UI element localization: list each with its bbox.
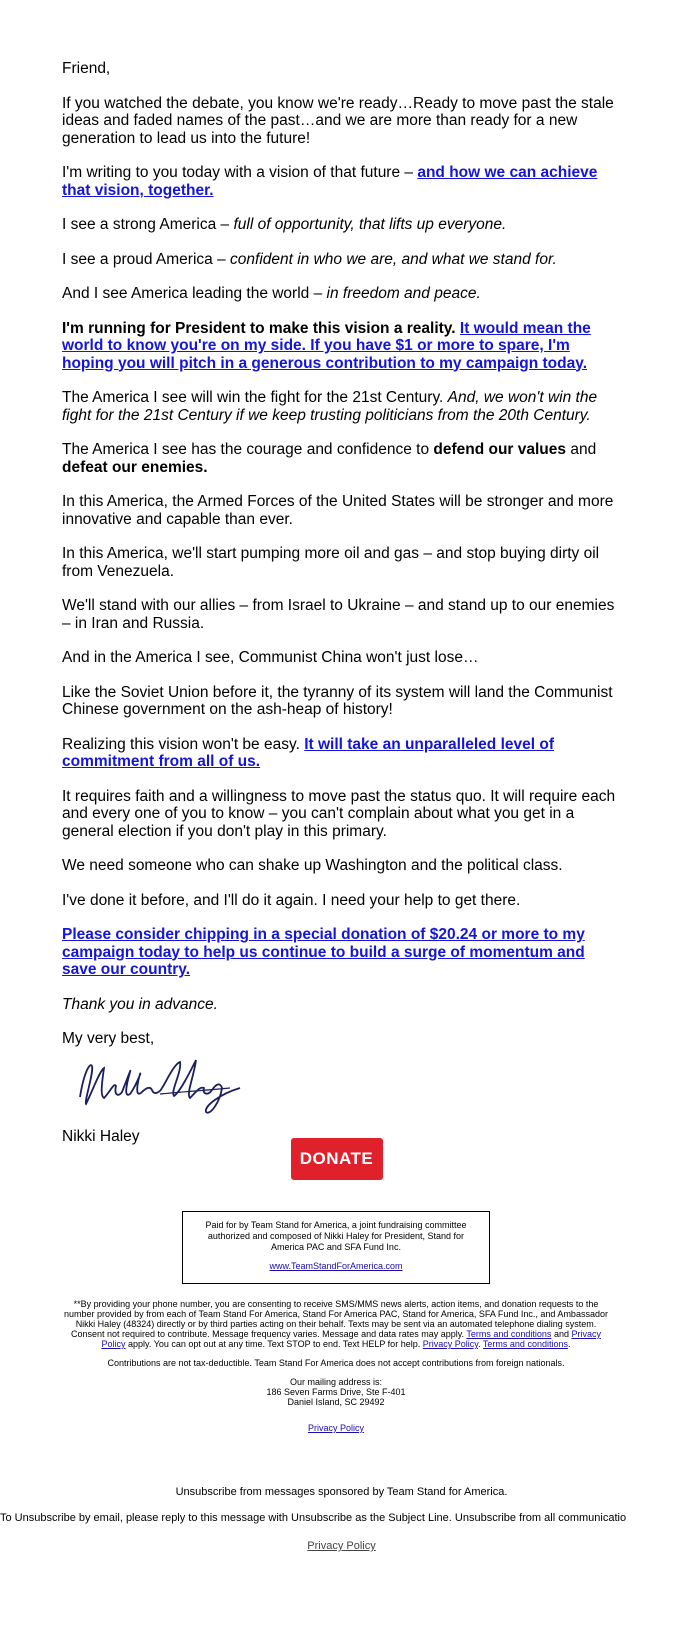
paragraph: In this America, the Armed Forces of the United States will be stronger and more innovative and capable than ever. xyxy=(62,493,614,528)
paragraph xyxy=(62,285,618,303)
terms-link[interactable]: Terms and conditions xyxy=(466,1329,552,1339)
terms-link[interactable]: Terms and conditions xyxy=(482,1339,568,1349)
paragraph: We'll stand with our allies – from Israel to Ukraine – and stand up to our enemies – in Iran and Russia. xyxy=(62,597,615,632)
contributions-notice: Contributions are not tax-deductible. Team Stand For America does not accept contributions from foreign nationals. xyxy=(107,1358,565,1368)
unsubscribe-email-notice: To Unsubscribe by email, please reply to this message with Unsubscribe as the Subject Line. Unsubscribe from all communicatio xyxy=(0,1512,627,1524)
unsubscribe-notice[interactable]: Unsubscribe from messages sponsored by Team Stand for America. xyxy=(175,1486,508,1498)
text: . xyxy=(567,1339,571,1349)
paragraph: It requires faith and a willingness to move past the status quo. It will require each and every one of you to know – you can't complain about what you get in a general election if you don't play in this primary. xyxy=(62,787,616,840)
contribution-link[interactable]: It would mean the world to know you're on my side. If you have $1 or more to spare, I'm hoping you will pitch in a generous contribution to my campaign today. xyxy=(62,319,591,372)
vision-link[interactable]: and how we can achieve that vision, together. xyxy=(62,164,598,199)
privacy-policy-link[interactable]: Privacy Policy xyxy=(307,1423,364,1433)
paragraph xyxy=(62,926,618,979)
emphasis: full of opportunity, that lifts up everyone. xyxy=(233,216,507,233)
text: and xyxy=(551,1329,572,1339)
signature-image xyxy=(70,1052,618,1122)
text: Realizing this vision won't be easy. xyxy=(62,735,305,753)
paragraph: If you watched the debate, you know we're ready…Ready to move past the stale ideas and faded names of the past…and we are more than ready for a new generation to lead us into the future! xyxy=(62,94,614,147)
emphasis: And, we won't win the fight for the 21st Century if we keep trusting politicians from the 20th Century. xyxy=(62,389,598,424)
text: I'm writing to you today with a vision of that future – xyxy=(62,164,418,181)
paragraph: I've done it before, and I'll do it again. I need your help to get there. xyxy=(62,891,521,909)
text: **By providing your phone number, you are consenting to receive SMS/MMS news alerts, action items, and donation requests to the number provided by from each of Team Stand For America, Stand For America PAC, Stand for America, SFA Fund Inc., and Ambassador Nikki Haley (48324) directly or by third parties acting on their behalf. Texts may be sent via an automated telephone dialing system. Consent not required to contribute. Message frequency varies. Message and data rates may apply. xyxy=(64,1299,608,1339)
donate-button[interactable]: DONATE xyxy=(291,1138,383,1180)
paragraph xyxy=(62,389,618,424)
address-line: 186 Seven Farms Drive, Ste F-401 xyxy=(266,1387,406,1397)
privacy-policy-link[interactable]: Privacy Policy xyxy=(307,1540,376,1552)
text: I see a strong America – xyxy=(62,216,234,233)
privacy-link[interactable]: Privacy Policy xyxy=(422,1339,479,1349)
thanks: Thank you in advance. xyxy=(62,995,218,1013)
bold-text: I'm running for President to make this vision a reality. xyxy=(62,319,456,337)
emphasis: in freedom and peace. xyxy=(326,285,481,302)
letter-body xyxy=(62,60,618,1162)
commitment-link[interactable]: It will take an unparalleled level of commitment from all of us. xyxy=(62,735,554,770)
mailing-address xyxy=(58,1377,614,1407)
paragraph xyxy=(62,320,618,373)
paragraph xyxy=(62,736,618,771)
paragraph xyxy=(62,164,618,199)
text: I see a proud America – xyxy=(62,250,231,268)
paragraph xyxy=(62,996,618,1014)
legal-footer xyxy=(58,1299,614,1442)
paragraph: In this America, we'll start pumping more oil and gas – and stop buying dirty oil from Venezuela. xyxy=(62,545,600,580)
paragraph: Like the Soviet Union before it, the tyranny of its system will land the Communist Chinese government on the ash-heap of history! xyxy=(62,683,613,718)
paragraph: We need someone who can shake up Washington and the political class. xyxy=(62,857,563,874)
address-label: Our mailing address is: xyxy=(289,1377,383,1387)
paid-for-box xyxy=(182,1211,490,1284)
paragraph xyxy=(62,216,618,234)
footer-privacy xyxy=(0,1540,683,1552)
paragraph: And in the America I see, Communist China won't just lose… xyxy=(62,649,479,666)
donation-link[interactable]: Please consider chipping in a special donation of $20.24 or more to my campaign today to help us continue to build a surge of momentum and save our country. xyxy=(62,926,585,978)
bold-text: defeat our enemies. xyxy=(62,458,208,476)
donate-section xyxy=(0,1138,683,1180)
website-link[interactable]: www.TeamStandForAmerica.com xyxy=(269,1261,403,1271)
text: The America I see will win the fight for the 21st Century. xyxy=(62,389,448,406)
privacy-row xyxy=(58,1423,614,1433)
address-line: Daniel Island, SC 29492 xyxy=(287,1397,385,1407)
privacy-link[interactable]: Privacy Policy xyxy=(101,1329,601,1349)
text: . xyxy=(478,1339,483,1349)
closing: My very best, xyxy=(62,1030,155,1047)
bold-text: defend our values xyxy=(433,441,567,458)
greeting: Friend, xyxy=(62,60,111,77)
paragraph xyxy=(62,441,618,476)
text: The America I see has the courage and confidence to xyxy=(62,441,434,458)
text: and xyxy=(566,441,597,458)
paid-for-text: Paid for by Team Stand for America, a joint fundraising committee authorized and composed of Nikki Haley for President, Stand for America PAC and SFA Fund Inc. xyxy=(205,1220,467,1252)
emphasis: confident in who we are, and what we stand for. xyxy=(230,250,557,268)
signer-name: Nikki Haley xyxy=(62,1127,140,1145)
paragraph xyxy=(62,251,618,269)
text: apply. You can opt out at any time. Text STOP to end. Text HELP for help. xyxy=(125,1339,423,1349)
text: And I see America leading the world – xyxy=(62,285,327,302)
sms-disclaimer xyxy=(58,1299,614,1349)
